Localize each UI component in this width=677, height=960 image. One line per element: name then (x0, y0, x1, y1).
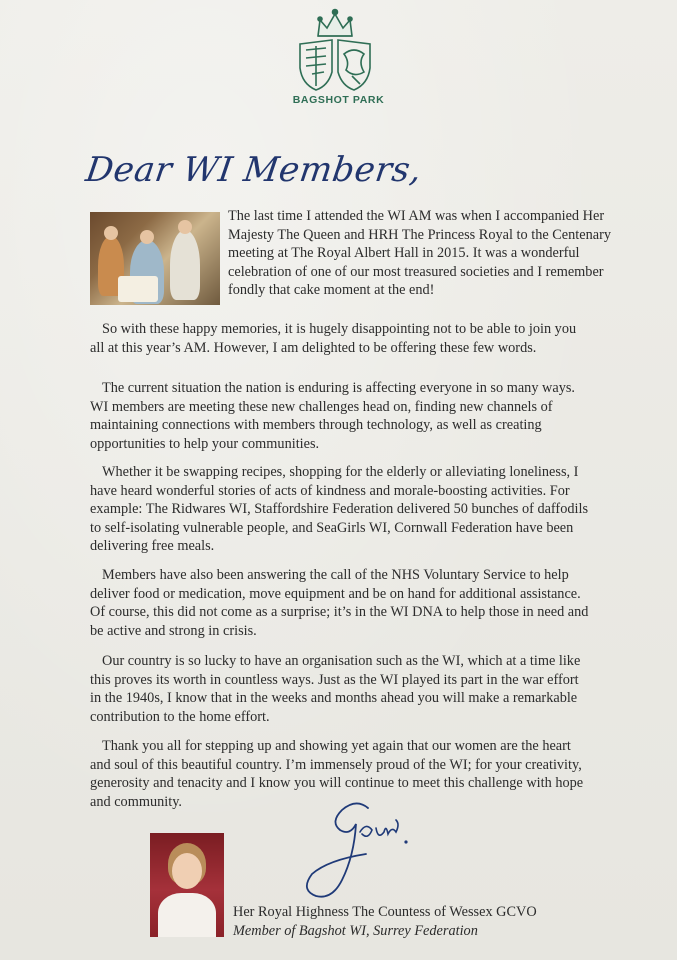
signatory-name: Her Royal Highness The Countess of Wessex GCVO (233, 904, 537, 920)
paragraph-2: The current situation the nation is enduring is affecting everyone in so many ways. WI members are meeting these new challenges head on, finding new channels of maintaining connections with members through technology, as well as creating opportunities to help your communities. (90, 380, 575, 452)
paragraph-6: Thank you all for stepping up and showing yet again that our women are the heart and soul of this beautiful country. I’m immensely proud of the WI; for your creativity, generosity and tenacity and I know you will continue to meet this challenge with hope and community. (90, 738, 584, 810)
intro-paragraph: The last time I attended the WI AM was when I accompanied Her Majesty The Queen and HRH The Princess Royal to the Centenary meeting at The Royal Albert Hall in 2015. It was a wonderful celebration of one of our most treasured societies and I remember fondly that cake moment at the end! (228, 208, 612, 299)
paragraph-5: Our country is so lucky to have an organisation such as the WI, which at a time like this proves its worth in countless ways. Just as the WI played its part in the war effort in the 1940s, I know that in the weeks and months ahead you will make a remarkable contribution to the home effort. (90, 653, 581, 725)
paragraph-4: Members have also been answering the call of the NHS Voluntary Service to help deliver food or medication, move equipment and be on hand for additional assistance. Of course, this did not come as a surprise; it’s in the WI DNA to help those in need and be active and strong in crisis. (90, 567, 589, 639)
signature-mark (296, 796, 426, 906)
paragraph-3: Whether it be swapping recipes, shopping for the elderly or alleviating loneliness, I have heard wonderful stories of acts of kindness and morale-boosting activities. For example: The Ridwares WI, Staffordshire Federation delivered 50 bunches of daffodils to self-isolating vulnerable people, and SeaGirls WI, Cornwall Federation have been delivering free meals. (90, 464, 589, 555)
salutation: Dear WI Members, (83, 150, 425, 190)
signatory-role: Member of Bagshot WI, Surrey Federation (233, 923, 478, 939)
estate-name: BAGSHOT PARK (292, 94, 385, 106)
countess-portrait (150, 833, 224, 937)
centenary-photo (90, 212, 220, 305)
crown-crest-icon (294, 6, 376, 92)
paragraph-1: So with these happy memories, it is hugely disappointing not to be able to join you all at this year’s AM. However, I am delighted to be offering these few words. (90, 321, 577, 356)
